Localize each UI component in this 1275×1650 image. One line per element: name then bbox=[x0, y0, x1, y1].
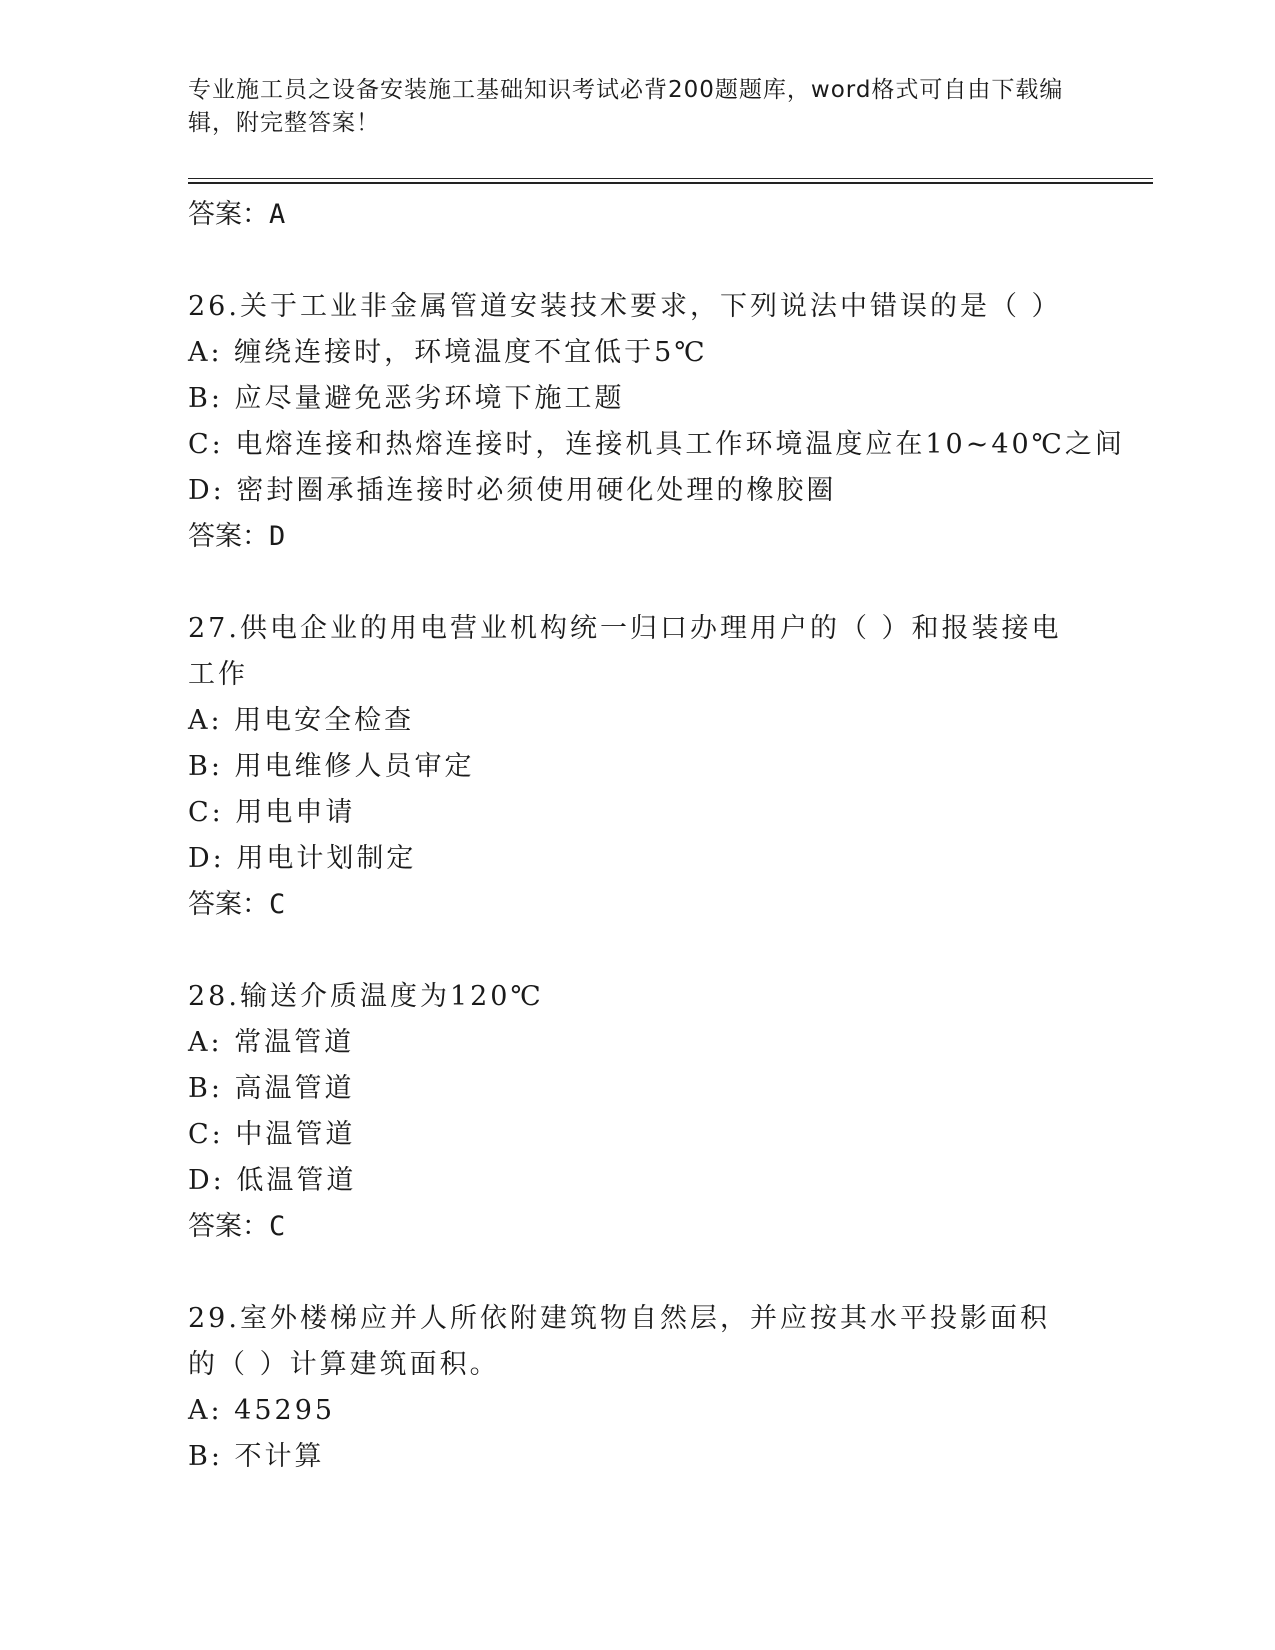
question-29 bbox=[188, 1296, 1068, 1480]
answer-label: 答案：A bbox=[188, 199, 286, 230]
question-stem: 26.关于工业非金属管道安装技术要求，下列说法中错误的是（ ） bbox=[188, 291, 1062, 322]
header-divider-thick bbox=[188, 182, 1153, 184]
question-list bbox=[188, 192, 1125, 1480]
option-c: C: 电熔连接和热熔连接时，连接机具工作环境温度应在10~40℃之间 bbox=[188, 429, 1125, 460]
option-c: C: 中温管道 bbox=[188, 1119, 356, 1150]
answer-label: 答案：C bbox=[188, 889, 286, 920]
question-stem: 28.输送介质温度为120℃ bbox=[188, 981, 544, 1012]
question-stem: 27.供电企业的用电营业机构统一归口办理用户的（ ）和报装接电工作 bbox=[188, 613, 1062, 690]
option-d: D: 密封圈承插连接时必须使用硬化处理的橡胶圈 bbox=[188, 475, 837, 506]
header-divider-thin bbox=[188, 178, 1153, 179]
option-d: D: 用电计划制定 bbox=[188, 843, 417, 874]
option-b: B: 用电维修人员审定 bbox=[188, 751, 475, 782]
option-b: B: 高温管道 bbox=[188, 1073, 355, 1104]
question-stem: 29.室外楼梯应并人所依附建筑物自然层，并应按其水平投影面积的（ ）计算建筑面积。 bbox=[188, 1303, 1050, 1380]
option-b: B: 应尽量避免恶劣环境下施工题 bbox=[188, 383, 625, 414]
answer-label: 答案：D bbox=[188, 521, 286, 552]
option-d: D: 低温管道 bbox=[188, 1165, 357, 1196]
option-c: C: 用电申请 bbox=[188, 797, 356, 828]
document-header: 专业施工员之设备安装施工基础知识考试必背200题题库，word格式可自由下载编辑，附完整答案！ bbox=[188, 77, 1064, 136]
question-28 bbox=[188, 974, 1068, 1250]
option-a: A: 用电安全检查 bbox=[188, 705, 415, 736]
option-b: B: 不计算 bbox=[188, 1441, 325, 1472]
option-a: A: 45295 bbox=[188, 1395, 336, 1426]
option-a: A: 缠绕连接时，环境温度不宜低于5℃ bbox=[188, 337, 708, 368]
option-a: A: 常温管道 bbox=[188, 1027, 355, 1058]
answer-label: 答案：C bbox=[188, 1211, 286, 1242]
question-27 bbox=[188, 606, 1068, 928]
question-26 bbox=[188, 284, 1125, 560]
